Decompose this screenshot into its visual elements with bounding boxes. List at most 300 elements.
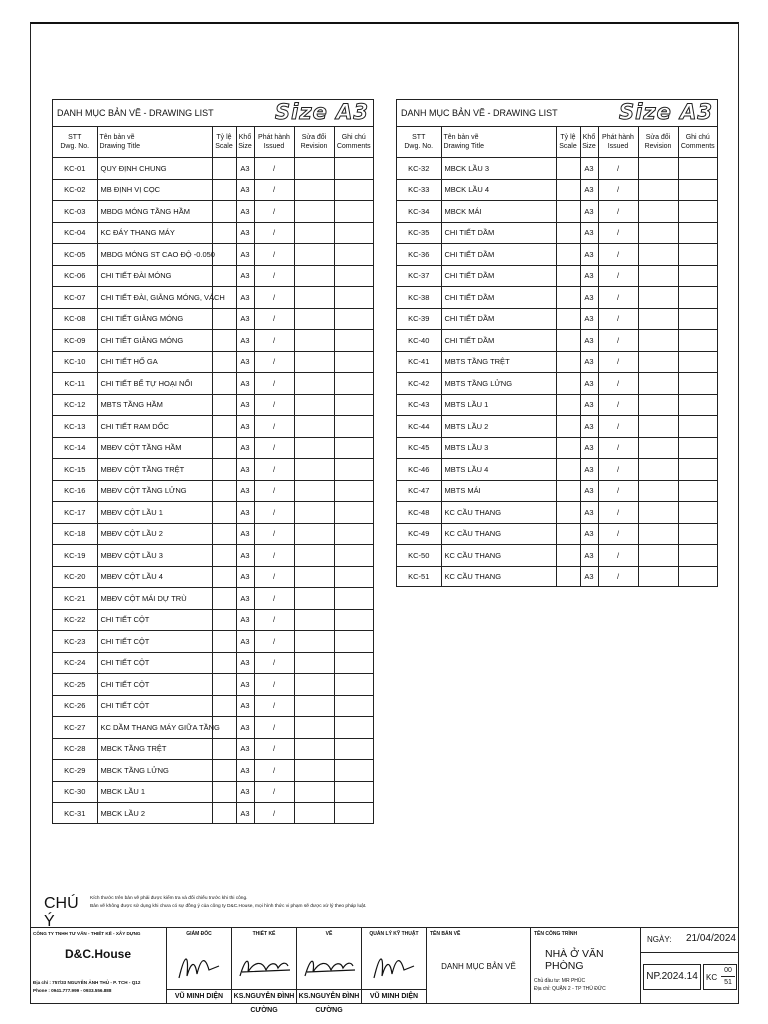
dwg-no: KC-46	[397, 459, 441, 481]
issued: /	[254, 265, 294, 287]
sheet-size: A3	[236, 416, 254, 438]
table-row	[53, 652, 373, 674]
issued: /	[598, 330, 638, 352]
table-row	[397, 437, 717, 459]
sheet-size: A3	[580, 566, 598, 587]
dwg-no: KC-47	[397, 480, 441, 502]
issued: /	[254, 502, 294, 524]
sheet-size: A3	[236, 652, 254, 674]
comments	[678, 459, 717, 481]
drawing-title: MBĐV CỘT LẦU 4	[97, 566, 212, 588]
revision	[294, 459, 334, 481]
col-comments: Ghi chú Comments	[678, 127, 717, 158]
company-name: D&C.House	[64, 947, 131, 961]
draw-cell	[297, 928, 362, 1014]
revision	[294, 308, 334, 330]
sheet-size: A3	[580, 308, 598, 330]
drawing-title: CHI TIẾT RAM DỐC	[97, 416, 212, 438]
revision	[294, 566, 334, 588]
scale	[556, 566, 580, 587]
drawing-title: MBTS TẦNG HẦM	[97, 394, 212, 416]
drawing-title: MBTS LẦU 3	[441, 437, 556, 459]
director-signature	[167, 948, 232, 988]
revision	[638, 201, 678, 223]
scale	[212, 308, 236, 330]
company-phone: Phone : 0941.777.999 - 0933.556.888	[33, 988, 112, 993]
table-row	[53, 760, 373, 782]
revision	[294, 480, 334, 502]
dwg-no: KC-27	[53, 717, 97, 739]
revision	[294, 652, 334, 674]
scale	[212, 416, 236, 438]
comments	[678, 287, 717, 309]
comments	[334, 566, 373, 588]
sheet-size: A3	[580, 459, 598, 481]
table-row	[53, 738, 373, 760]
company-cell	[30, 928, 167, 1004]
drawing-title: MBTS MÁI	[441, 480, 556, 502]
sheet-size: A3	[236, 781, 254, 803]
sheet-size: A3	[580, 437, 598, 459]
scale	[556, 287, 580, 309]
note-label: CHÚ Ý	[44, 895, 79, 930]
drawing-title: KC ĐÁY THANG MÁY	[97, 222, 212, 244]
comments	[678, 265, 717, 287]
drawing-title: MBĐV CỘT TẦNG LỬNG	[97, 480, 212, 502]
drawing-title: MBĐV CỘT LẦU 2	[97, 523, 212, 545]
sheet-size: A3	[236, 158, 254, 180]
revision	[638, 523, 678, 545]
drawing-list-table	[53, 127, 373, 824]
drawing-name: DANH MỤC BẢN VẼ	[441, 962, 516, 971]
scale	[212, 609, 236, 631]
col-stt: STT Dwg. No.	[53, 127, 97, 158]
dwg-no: KC-40	[397, 330, 441, 352]
table-row	[53, 201, 373, 223]
panel-header	[397, 100, 717, 127]
scale	[556, 545, 580, 567]
comments	[334, 781, 373, 803]
drawing-title: MBCK LẦU 1	[97, 781, 212, 803]
dwg-no: KC-43	[397, 394, 441, 416]
revision	[294, 545, 334, 567]
dwg-no: KC-17	[53, 502, 97, 524]
issued: /	[598, 158, 638, 180]
scale	[212, 760, 236, 782]
draw-label: VẼ	[325, 931, 333, 937]
comments	[334, 738, 373, 760]
drafter-signature	[297, 948, 362, 988]
scale	[212, 265, 236, 287]
drawing-title: MBCK MÁI	[441, 201, 556, 223]
drawing-title: MB ĐỊNH VỊ CỌC	[97, 179, 212, 201]
sheet-size: A3	[236, 674, 254, 696]
table-row	[53, 695, 373, 717]
drawing-title: CHI TIẾT HỐ GA	[97, 351, 212, 373]
sheet-size: A3	[236, 265, 254, 287]
dwg-no: KC-22	[53, 609, 97, 631]
sheet-size: A3	[236, 201, 254, 223]
sheet-size: A3	[580, 545, 598, 567]
comments	[334, 308, 373, 330]
table-row	[397, 222, 717, 244]
revision	[294, 265, 334, 287]
comments	[334, 695, 373, 717]
drawing-title: MBĐV CỘT TẦNG TRỆT	[97, 459, 212, 481]
revision	[294, 674, 334, 696]
scale	[212, 222, 236, 244]
designer-name: KS.NGUYỄN ĐÌNH CƯỜNG	[232, 989, 296, 1004]
drawing-title: KC DẦM THANG MÁY GIỮA TẦNG	[97, 717, 212, 739]
scale	[212, 502, 236, 524]
sheet-size: A3	[236, 717, 254, 739]
issued: /	[254, 717, 294, 739]
company-address: Địa chỉ : 757/33 NGUYỄN ẢNH THỦ - P. TCH - Q12	[33, 980, 141, 985]
table-row	[53, 437, 373, 459]
drawing-title: MBDG MÓNG TẦNG HẦM	[97, 201, 212, 223]
issued: /	[598, 437, 638, 459]
sheet-size: A3	[236, 738, 254, 760]
table-row	[397, 566, 717, 587]
drawing-title: MBTS TẦNG LỬNG	[441, 373, 556, 395]
dwg-no: KC-38	[397, 287, 441, 309]
revision	[638, 373, 678, 395]
comments	[678, 244, 717, 266]
table-row	[53, 566, 373, 588]
drawing-title: CHI TIẾT ĐÀI MÓNG	[97, 265, 212, 287]
issued: /	[598, 566, 638, 587]
table-row	[53, 674, 373, 696]
comments	[334, 760, 373, 782]
dwg-no: KC-33	[397, 179, 441, 201]
revision	[638, 330, 678, 352]
issued: /	[254, 523, 294, 545]
comments	[678, 308, 717, 330]
issued: /	[598, 265, 638, 287]
comments	[334, 222, 373, 244]
issued: /	[254, 308, 294, 330]
dwg-no: KC-06	[53, 265, 97, 287]
sheet-size: A3	[580, 201, 598, 223]
scale	[556, 394, 580, 416]
dwg-no: KC-09	[53, 330, 97, 352]
revision	[638, 308, 678, 330]
comments	[334, 394, 373, 416]
dwg-no: KC-18	[53, 523, 97, 545]
revision	[294, 717, 334, 739]
scale	[212, 674, 236, 696]
scale	[212, 244, 236, 266]
scale	[212, 437, 236, 459]
company-header: CÔNG TY TNHH TƯ VẤN - THIẾT KẾ - XÂY DỰNG	[33, 931, 141, 936]
panel-title: DANH MỤC BẢN VẼ - DRAWING LIST	[57, 108, 214, 118]
issued: /	[598, 394, 638, 416]
revision	[638, 265, 678, 287]
sheet-size: A3	[236, 222, 254, 244]
revision	[638, 244, 678, 266]
table-row	[53, 588, 373, 610]
issued: /	[254, 566, 294, 588]
dwg-no: KC-21	[53, 588, 97, 610]
table-row	[53, 179, 373, 201]
size-label: Size A3	[619, 100, 713, 124]
table-row	[53, 545, 373, 567]
scale	[556, 244, 580, 266]
revision	[638, 459, 678, 481]
table-row	[53, 222, 373, 244]
sheet-size: A3	[580, 244, 598, 266]
scale	[212, 695, 236, 717]
date-sheet-cell	[641, 928, 739, 1004]
comments	[334, 201, 373, 223]
drawing-title: QUY ĐỊNH CHUNG	[97, 158, 212, 180]
project-label: TÊN CÔNG TRÌNH	[534, 931, 578, 937]
sheet-size: A3	[580, 480, 598, 502]
note-line-2: Bản vẽ không được sử dụng khi chưa có sự đồng ý của công ty D&C.House, mọi hình thức vi phạm sẽ được xử lý theo pháp luật.	[90, 904, 367, 909]
revision	[638, 545, 678, 567]
drawing-title: MBĐV CỘT LẦU 3	[97, 545, 212, 567]
sheet-size: A3	[236, 351, 254, 373]
dwg-no: KC-19	[53, 545, 97, 567]
scale	[556, 437, 580, 459]
drawing-title: MBĐV CỘT TẦNG HẦM	[97, 437, 212, 459]
dwg-no: KC-28	[53, 738, 97, 760]
scale	[556, 416, 580, 438]
dwg-no: KC-05	[53, 244, 97, 266]
revision	[294, 502, 334, 524]
drawing-title: CHI TIẾT CỘT	[97, 674, 212, 696]
drawing-name-cell	[427, 928, 531, 1004]
issued: /	[598, 416, 638, 438]
revision	[638, 502, 678, 524]
table-row	[397, 545, 717, 567]
dwg-no: KC-44	[397, 416, 441, 438]
sheet-size: A3	[236, 394, 254, 416]
table-row	[53, 717, 373, 739]
revision	[294, 373, 334, 395]
table-row	[53, 781, 373, 803]
scale	[212, 803, 236, 824]
drawing-title: CHI TIẾT CỘT	[97, 652, 212, 674]
col-size: Khổ Size	[236, 127, 254, 158]
dwg-no: KC-36	[397, 244, 441, 266]
project-owner: Chủ đầu tư: MR PHÚC	[534, 978, 586, 984]
table-row	[397, 201, 717, 223]
scale	[212, 738, 236, 760]
drawing-title: CHI TIẾT GIẰNG MÓNG	[97, 308, 212, 330]
scale	[212, 351, 236, 373]
tech-manager-signature	[362, 948, 427, 988]
comments	[334, 287, 373, 309]
table-row	[397, 265, 717, 287]
tech-cell	[362, 928, 427, 1004]
panel-title: DANH MỤC BẢN VẼ - DRAWING LIST	[401, 108, 558, 118]
revision	[294, 437, 334, 459]
drawing-title: MBCK LẦU 4	[441, 179, 556, 201]
scale	[212, 523, 236, 545]
revision	[638, 158, 678, 180]
sheet-size: A3	[580, 179, 598, 201]
comments	[334, 631, 373, 653]
sheet-size: A3	[236, 373, 254, 395]
comments	[334, 158, 373, 180]
issued: /	[598, 308, 638, 330]
comments	[678, 523, 717, 545]
dwg-no: KC-51	[397, 566, 441, 587]
table-row	[53, 308, 373, 330]
comments	[334, 351, 373, 373]
sheet-size: A3	[236, 244, 254, 266]
table-row	[397, 459, 717, 481]
table-row	[397, 287, 717, 309]
sheet-size: A3	[236, 437, 254, 459]
drawing-title: MBCK TẦNG LỬNG	[97, 760, 212, 782]
table-row	[53, 416, 373, 438]
table-row	[397, 416, 717, 438]
drawing-title: CHI TIẾT DẦM	[441, 308, 556, 330]
sheet-size: A3	[580, 265, 598, 287]
issued: /	[254, 222, 294, 244]
revision	[294, 738, 334, 760]
revision	[294, 803, 334, 824]
comments	[334, 416, 373, 438]
table-row	[53, 609, 373, 631]
table-row	[397, 158, 717, 180]
comments	[334, 717, 373, 739]
comments	[334, 480, 373, 502]
scale	[212, 588, 236, 610]
issued: /	[254, 201, 294, 223]
scale	[556, 480, 580, 502]
table-row	[397, 351, 717, 373]
table-row	[397, 394, 717, 416]
drawing-title: CHI TIẾT DẦM	[441, 265, 556, 287]
issued: /	[254, 760, 294, 782]
issued: /	[598, 545, 638, 567]
issued: /	[254, 652, 294, 674]
issued: /	[254, 179, 294, 201]
issued: /	[254, 545, 294, 567]
date-label: NGÀY:	[647, 935, 672, 944]
scale	[556, 351, 580, 373]
drawing-list-table	[397, 127, 717, 587]
revision	[638, 222, 678, 244]
dwg-no: KC-26	[53, 695, 97, 717]
sheet-size: A3	[580, 394, 598, 416]
table-row	[53, 523, 373, 545]
dwg-no: KC-48	[397, 502, 441, 524]
sheet-size: A3	[236, 760, 254, 782]
comments	[334, 674, 373, 696]
scale	[212, 330, 236, 352]
drawing-title: MBCK TẦNG TRỆT	[97, 738, 212, 760]
drawing-title: CHI TIẾT ĐÀI, GIẰNG MÓNG, VÁCH	[97, 287, 212, 309]
issued: /	[598, 222, 638, 244]
sheet-size: A3	[580, 222, 598, 244]
issued: /	[598, 244, 638, 266]
dwg-no: KC-10	[53, 351, 97, 373]
comments	[334, 179, 373, 201]
dwg-no: KC-24	[53, 652, 97, 674]
drawing-title: CHI TIẾT CỘT	[97, 609, 212, 631]
comments	[334, 265, 373, 287]
drawing-name-label: TÊN BẢN VẼ	[430, 931, 461, 937]
revision	[294, 330, 334, 352]
issued: /	[598, 287, 638, 309]
issued: /	[254, 330, 294, 352]
scale	[212, 566, 236, 588]
dwg-no: KC-32	[397, 158, 441, 180]
issued: /	[254, 631, 294, 653]
drawing-title: KC CẦU THANG	[441, 545, 556, 567]
scale	[212, 373, 236, 395]
drawing-list-right	[396, 99, 718, 587]
sheet-size: A3	[580, 158, 598, 180]
col-title: Tên bản vẽ Drawing Title	[441, 127, 556, 158]
director-label: GIÁM ĐỐC	[186, 931, 212, 937]
revision	[638, 480, 678, 502]
sheet-size: A3	[580, 523, 598, 545]
comments	[678, 222, 717, 244]
sheet-size: A3	[236, 459, 254, 481]
table-row	[53, 502, 373, 524]
issued: /	[254, 480, 294, 502]
col-issued: Phát hành Issued	[598, 127, 638, 158]
dwg-no: KC-39	[397, 308, 441, 330]
revision	[638, 394, 678, 416]
dwg-no: KC-13	[53, 416, 97, 438]
drawing-title: KC CẦU THANG	[441, 502, 556, 524]
table-row	[397, 480, 717, 502]
drawing-list-left	[52, 99, 374, 824]
issued: /	[254, 738, 294, 760]
scale	[212, 201, 236, 223]
revision	[294, 222, 334, 244]
drawing-title: CHI TIẾT DẦM	[441, 244, 556, 266]
comments	[334, 373, 373, 395]
revision	[294, 523, 334, 545]
issued: /	[254, 437, 294, 459]
scale	[556, 265, 580, 287]
revision	[294, 244, 334, 266]
scale	[556, 523, 580, 545]
comments	[678, 201, 717, 223]
drawing-title: MBCK LẦU 3	[441, 158, 556, 180]
table-row	[53, 351, 373, 373]
comments	[334, 523, 373, 545]
dwg-no: KC-08	[53, 308, 97, 330]
scale	[556, 308, 580, 330]
table-row	[53, 287, 373, 309]
dwg-no: KC-16	[53, 480, 97, 502]
project-location: Địa chỉ: QUẬN 2 - TP THỦ ĐỨC	[534, 986, 606, 992]
comments	[334, 803, 373, 824]
table-row	[53, 803, 373, 824]
comments	[678, 566, 717, 587]
drawing-title: CHI TIẾT DẦM	[441, 222, 556, 244]
table-row	[397, 244, 717, 266]
sheet-size: A3	[236, 523, 254, 545]
issued: /	[254, 244, 294, 266]
comments	[334, 609, 373, 631]
table-row	[53, 459, 373, 481]
scale	[212, 480, 236, 502]
drawing-title: MBTS TẦNG TRỆT	[441, 351, 556, 373]
dwg-no: KC-35	[397, 222, 441, 244]
comments	[678, 179, 717, 201]
revision	[294, 609, 334, 631]
issued: /	[254, 781, 294, 803]
